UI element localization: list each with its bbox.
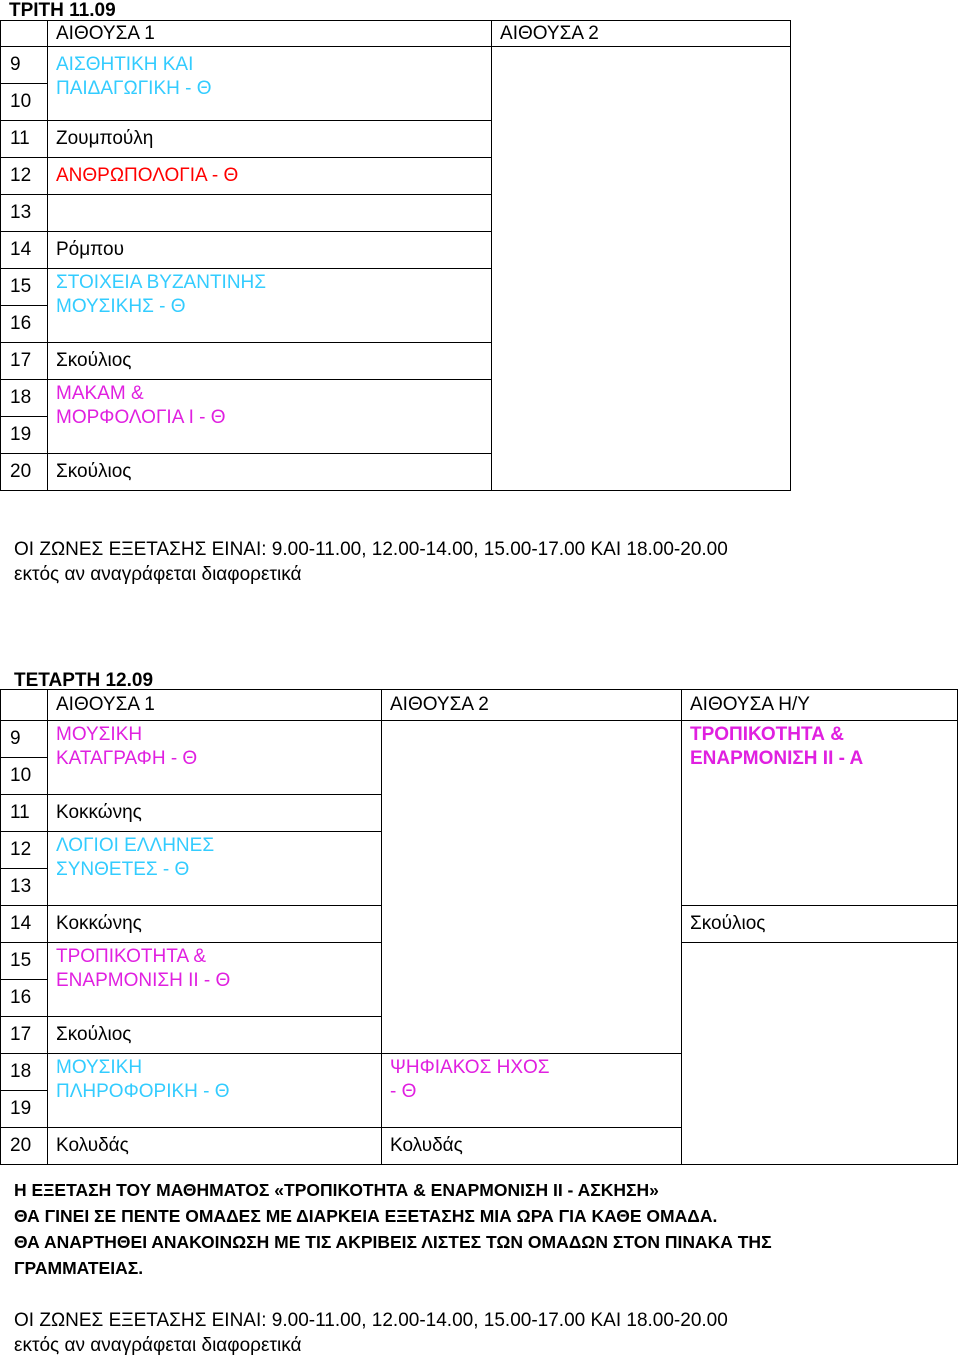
professor-name: Σκούλιος [48, 343, 492, 380]
course-title: ΜΑΚΑΜ & ΜΟΡΦΟΛΟΓΙΑ Ι - Θ [56, 383, 226, 428]
hour-label: 18 [1, 380, 48, 417]
exam-announcement-line: ΓΡΑΜΜΑΤΕΙΑΣ. [14, 1258, 144, 1278]
hour-label: 12 [1, 158, 48, 195]
day2-room2-header: ΑΙΘΟΥΣΑ 2 [382, 690, 682, 721]
professor-name: Σκούλιος [48, 454, 492, 491]
course-title: ΛΟΓΙΟΙ ΕΛΛΗΝΕΣ ΣΥΝΘΕΤΕΣ - Θ [56, 835, 215, 880]
professor-name: Ζουμπούλη [48, 121, 492, 158]
professor-name: Κολυδάς [48, 1128, 382, 1165]
day2-room3-empty [682, 943, 958, 1165]
hour-label: 10 [1, 84, 48, 121]
course-title: ΤΡΟΠΙΚΟΤΗΤΑ & ΕΝΑΡΜΟΝΙΣΗ ΙΙ - Θ [56, 946, 231, 991]
day1-room2-header: ΑΙΘΟΥΣΑ 2 [492, 21, 791, 47]
day1-room1-header: ΑΙΘΟΥΣΑ 1 [48, 21, 492, 47]
hour-label: 16 [1, 980, 48, 1017]
day2-hour-header [1, 690, 48, 721]
exam-announcement-line: ΘΑ ΑΝΑΡΤΗΘΕΙ ΑΝΑΚΟΙΝΩΣΗ ΜΕ ΤΙΣ ΑΚΡΙΒΕΙΣ ΛΙΣΤΕΣ ΤΩΝ ΟΜΑΔΩΝ ΣΤΟΝ ΠΙΝΑΚΑ ΤΗΣ [14, 1232, 772, 1252]
hour-label: 17 [1, 1017, 48, 1054]
hour-label: 10 [1, 758, 48, 795]
professor-name: Ρόμπου [48, 232, 492, 269]
hour-label: 14 [1, 906, 48, 943]
course-cell [48, 943, 382, 1017]
exam-zones-note: ΟΙ ΖΩΝΕΣ ΕΞΕΤΑΣΗΣ ΕΙΝΑΙ: 9.00-11.00, 12.00-14.00, 15.00-17.00 ΚΑΙ 18.00-20.00 [14, 1310, 728, 1331]
professor-name: Σκούλιος [48, 1017, 382, 1054]
professor-name: Σκούλιος [682, 906, 958, 943]
course-cell [48, 1054, 382, 1128]
empty-cell [48, 195, 492, 232]
hour-label: 15 [1, 943, 48, 980]
exam-zones-subnote: εκτός αν αναγράφεται διαφορετικά [14, 1335, 302, 1356]
course-cell [48, 721, 382, 795]
course-title: ΜΟΥΣΙΚΗ ΚΑΤΑΓΡΑΦΗ - Θ [56, 724, 198, 769]
hour-label: 13 [1, 869, 48, 906]
hour-label: 13 [1, 195, 48, 232]
course-cell [48, 269, 492, 343]
course-cell [382, 1054, 682, 1128]
professor-name: Κοκκώνης [48, 795, 382, 832]
hour-label: 16 [1, 306, 48, 343]
day2-room3-header: ΑΙΘΟΥΣΑ Η/Υ [682, 690, 958, 721]
hour-label: 9 [1, 47, 48, 84]
day1-hour-header [1, 21, 48, 47]
day1-schedule-table [0, 20, 791, 491]
hour-label: 11 [1, 121, 48, 158]
hour-label: 20 [1, 1128, 48, 1165]
course-title: ΤΡΟΠΙΚΟΤΗΤΑ & ΕΝΑΡΜΟΝΙΣΗ ΙΙ - Α [690, 724, 864, 769]
course-title: ΑΙΣΘΗΤΙΚΗ ΚΑΙ ΠΑΙΔΑΓΩΓΙΚΗ - Θ [56, 54, 212, 99]
exam-zones-note: ΟΙ ΖΩΝΕΣ ΕΞΕΤΑΣΗΣ ΕΙΝΑΙ: 9.00-11.00, 12.00-14.00, 15.00-17.00 ΚΑΙ 18.00-20.00 [14, 539, 728, 560]
course-cell [48, 832, 382, 906]
exam-zones-subnote: εκτός αν αναγράφεται διαφορετικά [14, 564, 302, 585]
course-title: ΨΗΦΙΑΚΟΣ ΗΧΟΣ - Θ [390, 1057, 550, 1102]
day2-schedule-table [0, 689, 958, 1165]
hour-label: 9 [1, 721, 48, 758]
course-title: ΑΝΘΡΩΠΟΛΟΓΙΑ - Θ [48, 158, 492, 195]
day2-room2-empty [382, 721, 682, 1054]
exam-announcement-line: Η ΕΞΕΤΑΣΗ ΤΟΥ ΜΑΘΗΜΑΤΟΣ «ΤΡΟΠΙΚΟΤΗΤΑ & ΕΝΑΡΜΟΝΙΣΗ ΙΙ - ΑΣΚΗΣΗ» [14, 1180, 659, 1200]
day1-title: ΤΡΙΤΗ 11.09 [9, 0, 116, 21]
course-title: ΣΤΟΙΧΕΙΑ ΒΥΖΑΝΤΙΝΗΣ ΜΟΥΣΙΚΗΣ - Θ [56, 272, 267, 317]
day1-room2-column [492, 47, 791, 491]
course-cell [682, 721, 958, 906]
hour-label: 12 [1, 832, 48, 869]
day2-room1-header: ΑΙΘΟΥΣΑ 1 [48, 690, 382, 721]
exam-announcement-line: ΘΑ ΓΙΝΕΙ ΣΕ ΠΕΝΤΕ ΟΜΑΔΕΣ ΜΕ ΔΙΑΡΚΕΙΑ ΕΞΕΤΑΣΗΣ ΜΙΑ ΩΡΑ ΓΙΑ ΚΑΘΕ ΟΜΑΔΑ. [14, 1206, 718, 1226]
professor-name: Κολυδάς [382, 1128, 682, 1165]
day2-title: ΤΕΤΑΡΤΗ 12.09 [14, 670, 154, 691]
hour-label: 20 [1, 454, 48, 491]
hour-label: 18 [1, 1054, 48, 1091]
course-title: ΜΟΥΣΙΚΗ ΠΛΗΡΟΦΟΡΙΚΗ - Θ [56, 1057, 230, 1102]
hour-label: 15 [1, 269, 48, 306]
course-cell [48, 380, 492, 454]
hour-label: 14 [1, 232, 48, 269]
hour-label: 19 [1, 1091, 48, 1128]
course-cell [48, 47, 492, 121]
hour-label: 19 [1, 417, 48, 454]
hour-label: 17 [1, 343, 48, 380]
professor-name: Κοκκώνης [48, 906, 382, 943]
hour-label: 11 [1, 795, 48, 832]
